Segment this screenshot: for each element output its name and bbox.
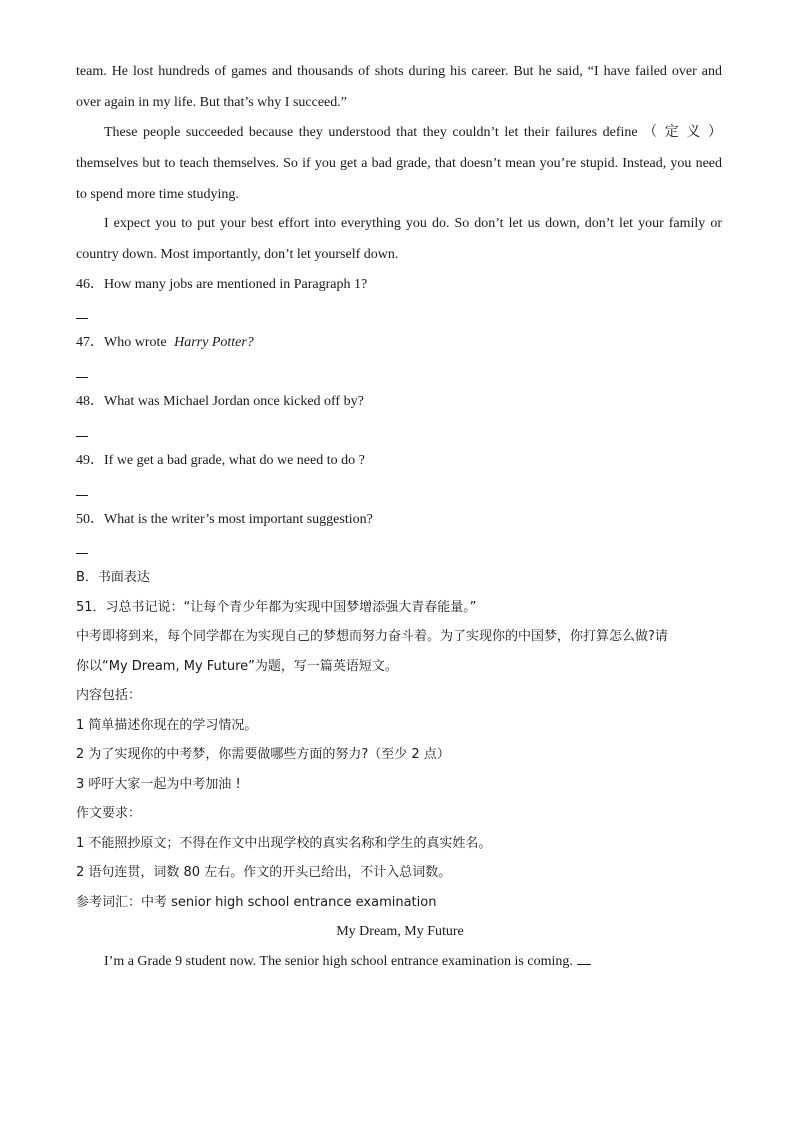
- question-47-text: 47．Who wrote: [76, 335, 167, 350]
- question-46: 46．How many jobs are mentioned in Paragraph 1?: [76, 277, 368, 292]
- answer-blank-46[interactable]: [76, 318, 88, 319]
- question-49: 49．If we get a bad grade, what do we need to do ?: [76, 453, 365, 468]
- content-item-2: 2 为了实现你的中考梦，你需要做哪些方面的努力?（至少 2 点）: [76, 747, 450, 762]
- essay-opening-text: I’m a Grade 9 student now. The senior high school entrance examination is coming.: [104, 954, 573, 969]
- requirement-item-2: 2 语句连贯，词数 80 左右。作文的开头已给出，不计入总词数。: [76, 865, 452, 880]
- passage-line-7: country down. Most importantly, don’t let yourself down.: [76, 247, 399, 262]
- passage-line-6: I expect you to put your best effort into everything you do. So don’t let us down, don’t let your family or: [104, 216, 722, 231]
- question-47-book-title: Harry Potter?: [174, 335, 254, 350]
- answer-blank-47[interactable]: [76, 377, 88, 378]
- question-50: 50．What is the writer’s most important suggestion?: [76, 512, 373, 527]
- writing-intro-line-2: 你以“My Dream, My Future”为题，写一篇英语短文。: [76, 659, 398, 674]
- requirements-heading: 作文要求：: [76, 806, 142, 821]
- question-48: 48．What was Michael Jordan once kicked off by?: [76, 394, 364, 409]
- requirement-item-1: 1 不能照抄原文；不得在作文中出现学校的真实名称和学生的真实姓名。: [76, 836, 492, 851]
- passage-line-5: to spend more time studying.: [76, 187, 239, 202]
- passage-line-3: These people succeeded because they understood that they couldn’t let their failures define （ 定 义 ）: [104, 125, 722, 140]
- essay-answer-blank[interactable]: [577, 952, 591, 965]
- question-51: 51．习总书记说：“让每个青少年都为实现中国梦增添强大青春能量。”: [76, 600, 477, 615]
- answer-blank-48[interactable]: [76, 436, 88, 437]
- passage-line-2: over again in my life. But that’s why I succeed.”: [76, 95, 347, 110]
- passage-line-1: team. He lost hundreds of games and thousands of shots during his career. But he said, “I have failed over and: [76, 64, 722, 79]
- content-item-3: 3 呼吁大家一起为中考加油 !: [76, 777, 241, 792]
- section-heading-writing: B．书面表达: [76, 570, 150, 585]
- question-47: [76, 333, 722, 353]
- content-heading: 内容包括：: [76, 688, 142, 703]
- passage-line-4: themselves but to teach themselves. So if you get a bad grade, that doesn’t mean you’re stupid. Instead, you need: [76, 156, 722, 171]
- answer-blank-49[interactable]: [76, 495, 88, 496]
- reference-vocabulary: 参考词汇：中考 senior high school entrance examination: [76, 895, 437, 910]
- essay-opening: [104, 952, 722, 972]
- writing-intro-line-1: 中考即将到来，每个同学都在为实现自己的梦想而努力奋斗着。为了实现你的中国梦，你打算怎么做?请: [76, 629, 668, 644]
- answer-blank-50[interactable]: [76, 553, 88, 554]
- essay-title: My Dream, My Future: [336, 924, 464, 939]
- content-item-1: 1 简单描述你现在的学习情况。: [76, 718, 258, 733]
